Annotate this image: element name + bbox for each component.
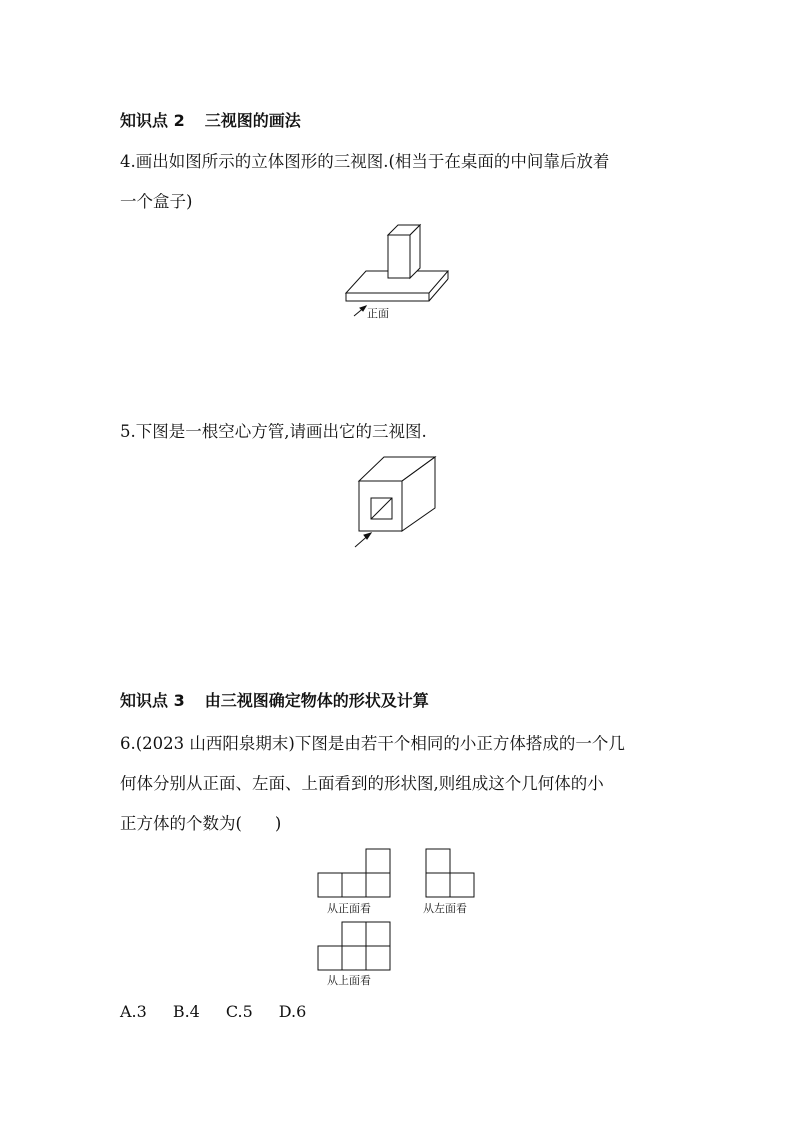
- left-view-label: 从左面看: [423, 902, 467, 915]
- question-6-line-2: 何体分别从正面、左面、上面看到的形状图,则组成这个几何体的小: [120, 774, 604, 793]
- question-4-line-2: 一个盒子): [120, 192, 193, 211]
- section-label: 知识点 3: [120, 691, 185, 710]
- top-view-grid: [318, 922, 390, 970]
- front-label: 正面: [367, 307, 389, 320]
- choice-a[interactable]: A.3: [120, 1002, 147, 1021]
- question-6: [120, 724, 680, 844]
- choice-d[interactable]: D.6: [278, 1002, 307, 1021]
- question-5-text: 5.下图是一根空心方管,请画出它的三视图.: [120, 422, 427, 441]
- section-heading-3: [120, 688, 429, 711]
- section-title: 由三视图确定物体的形状及计算: [204, 691, 429, 710]
- question-6-line-1: 6.(2023 山西阳泉期末)下图是由若干个相同的小正方体搭成的一个几: [120, 734, 625, 753]
- three-views-drawing: [310, 845, 490, 990]
- question-5: [120, 412, 680, 452]
- choice-b[interactable]: B.4: [172, 1002, 200, 1021]
- figure-three-views: [310, 845, 490, 990]
- front-view-grid: [318, 849, 390, 897]
- top-view-label: 从上面看: [327, 974, 371, 987]
- hollow-tube-drawing: [345, 450, 445, 555]
- question-4-line-1: 4.画出如图所示的立体图形的三视图.(相当于在桌面的中间靠后放着: [120, 152, 610, 171]
- section-heading-2: [120, 108, 301, 131]
- left-view-grid: [426, 849, 474, 897]
- question-6-line-3: 正方体的个数为( ): [120, 814, 282, 833]
- figure-box-on-table: [330, 215, 470, 330]
- choice-c[interactable]: C.5: [225, 1002, 253, 1021]
- front-view-label: 从正面看: [327, 902, 371, 915]
- question-4: [120, 142, 680, 222]
- section-label: 知识点 2: [120, 111, 185, 130]
- box-on-table-drawing: [330, 215, 470, 330]
- answer-choices: [120, 1000, 332, 1024]
- section-title: 三视图的画法: [204, 111, 301, 130]
- figure-hollow-tube: [345, 450, 445, 555]
